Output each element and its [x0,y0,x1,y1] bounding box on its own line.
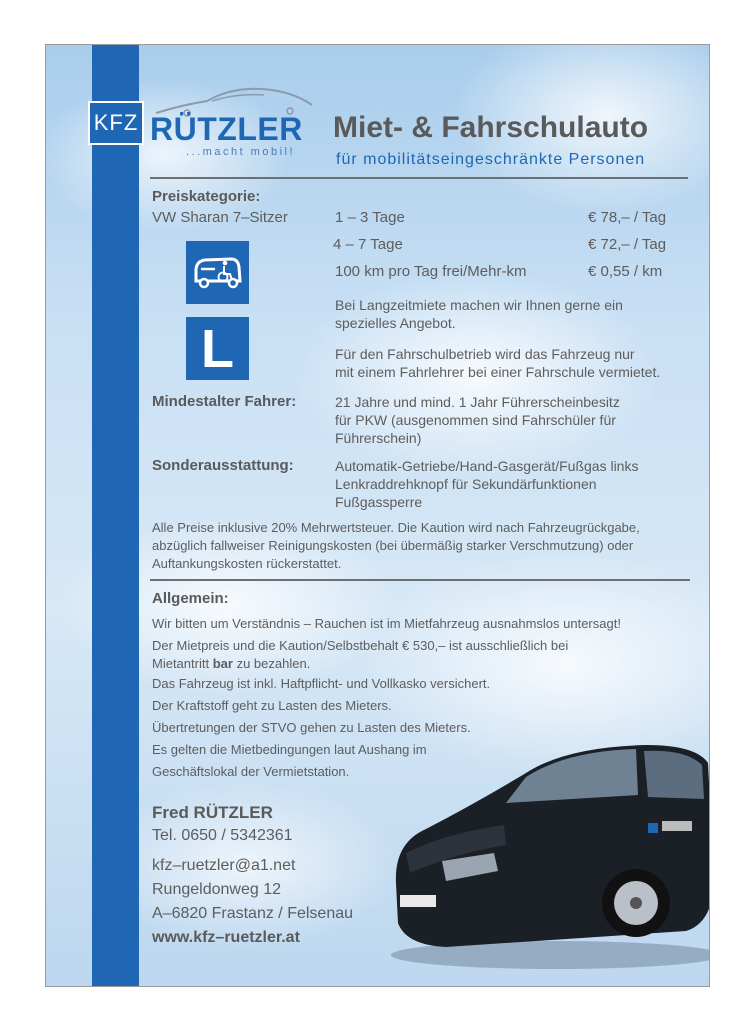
min-age-text [335,393,620,447]
prices-note-line: abzüglich fallweiser Reinigungskosten (bei übermäßig starker Verschmutzung) oder [152,538,634,553]
driving-school-note [335,345,660,381]
car-photo [386,733,710,973]
price-row-value: € 72,– / Tag [588,236,667,253]
terms-line: Das Fahrzeug ist inkl. Haftpflicht- und Vollkasko versichert. [152,676,491,691]
min-age-line: 21 Jahre und mind. 1 Jahr Führerscheinbesitz [335,394,620,410]
prices-note-line: Alle Preise inklusive 20% Mehrwertsteuer. Die Kaution wird nach Fahrzeugrückgabe, [152,520,640,535]
note-line: mit einem Fahrlehrer bei einer Fahrschule vermietet. [335,364,661,380]
vehicle-model: VW Sharan 7–Sitzer [152,209,288,226]
terms-line: Übertretungen der STVO gehen zu Lasten des Mieters. [152,720,471,735]
contact-email[interactable]: kfz–ruetzler@a1.net [152,857,296,874]
price-heading: Preiskategorie: [152,188,261,205]
general-heading: Allgemein: [152,590,229,607]
terms-line: Wir bitten um Verständnis – Rauchen ist im Mietfahrzeug ausnahmslos untersagt! [152,616,621,631]
price-row-label: 4 – 7 Tage [333,236,403,253]
header-divider [150,177,688,179]
terms-line: Der Mietpreis und die Kaution/Selbstbehalt € 530,– ist ausschließlich bei [152,638,569,653]
price-row-label: 1 – 3 Tage [335,209,405,226]
note-line: Bei Langzeitmiete machen wir Ihnen gerne ein [335,297,623,313]
contact-name: Fred RÜTZLER [152,803,273,822]
kfz-logo-text: KFZ [93,110,139,135]
kfz-logo-box [88,101,144,145]
note-line: spezielles Angebot. [335,315,456,331]
flyer-page [45,44,710,987]
wheelchair-van-icon [186,241,249,304]
page-subtitle: für mobilitätseingeschränkte Personen [336,151,646,168]
terms-bold: bar [212,656,233,671]
equipment-line: Fußgassperre [335,494,423,510]
terms-text: Mietantritt [152,656,210,671]
page-title: Miet- & Fahrschulauto [333,111,649,144]
terms-line [152,655,621,673]
equipment-label: Sonderausstattung: [152,457,294,474]
contact-phone: Tel. 0650 / 5342361 [152,827,293,844]
terms-line: Der Kraftstoff geht zu Lasten des Mieters. [152,698,392,713]
blue-side-bar [92,45,139,986]
section-divider [150,579,690,581]
price-row-label: 100 km pro Tag frei/Mehr-km [335,263,527,280]
equipment-line: Automatik-Getriebe/Hand-Gasgerät/Fußgas links [335,458,639,474]
prices-note-line: Auftankungskosten rückerstattet. [152,556,342,571]
terms-line: Geschäftslokal der Vermietstation. [152,764,350,779]
price-row-value: € 0,55 / km [588,263,663,280]
contact-street: Rungeldonweg 12 [152,881,281,898]
min-age-line: Führerschein) [335,430,422,446]
contact-city: A–6820 Frastanz / Felsenau [152,905,354,922]
equipment-text [335,457,638,511]
min-age-label: Mindestalter Fahrer: [152,393,297,410]
prices-note [152,519,640,573]
equipment-line: Lenkraddrehknopf für Sekundärfunktionen [335,476,597,492]
terms-line: Es gelten die Mietbedingungen laut Aushang im [152,742,427,757]
long-term-note [335,296,623,332]
logo-name: RÜTZLER [150,111,303,147]
website-link[interactable]: www.kfz–ruetzler.at [152,929,300,946]
logo-slogan: ...macht mobil! [186,146,296,158]
min-age-line: für PKW (ausgenommen sind Fahrschüler für [335,412,616,428]
terms-text: zu bezahlen. [236,656,311,671]
learner-letter: L [201,318,234,379]
note-line: Für den Fahrschulbetrieb wird das Fahrzeug nur [335,346,635,362]
learner-l-icon [186,317,249,380]
price-row-value: € 78,– / Tag [588,209,667,226]
